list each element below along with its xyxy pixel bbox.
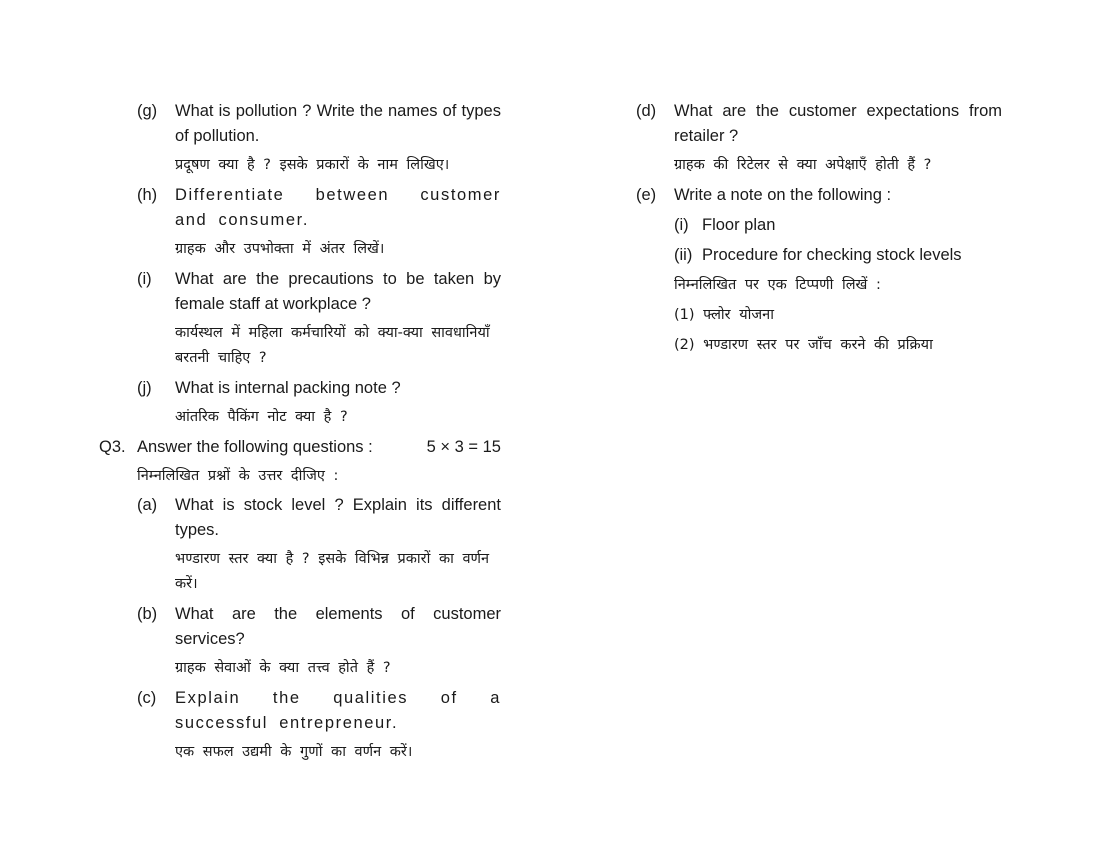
question-label: (g) bbox=[137, 102, 158, 120]
question-text-en: What are the elements of customer services? bbox=[175, 605, 501, 648]
question-text-en: What is stock level ? Explain its different types. bbox=[175, 496, 501, 539]
question-label: (a) bbox=[137, 496, 158, 514]
sub-item-2-hi: (2) भण्डारण स्तर पर जाँच करने की प्रक्रिया bbox=[674, 337, 933, 353]
question-text-en: What is pollution ? Write the names of types of pollution. bbox=[175, 102, 501, 145]
question-label: (d) bbox=[636, 102, 657, 120]
question-3a bbox=[137, 493, 501, 597]
question-text-hi: भण्डारण स्तर क्या है ? इसके विभिन्न प्रकारों का वर्णन करें। bbox=[175, 551, 490, 592]
question-label: (h) bbox=[137, 186, 158, 204]
question-text-en: What are the precautions to be taken by female staff at workplace ? bbox=[175, 270, 501, 313]
question-label: (b) bbox=[137, 605, 158, 623]
sub-item-label: (i) bbox=[674, 216, 689, 234]
question-text-en: Explain the qualities of a successful entrepreneur. bbox=[175, 689, 501, 732]
question-j bbox=[137, 376, 501, 430]
sub-item-text: Procedure for checking stock levels bbox=[702, 246, 962, 264]
question-number: Q3. bbox=[99, 438, 126, 456]
sub-item-1 bbox=[674, 213, 1002, 238]
heading-text: Answer the following questions : bbox=[137, 438, 373, 456]
question-e bbox=[636, 183, 1002, 358]
question-g bbox=[137, 99, 501, 178]
question-label: (c) bbox=[137, 689, 157, 707]
question-text-hi: आंतरिक पैकिंग नोट क्या है ? bbox=[175, 409, 348, 425]
question-text-hi: ग्राहक की रिटेलर से क्या अपेक्षाएँ होती हैं ? bbox=[674, 157, 932, 173]
question-text-en: Write a note on the following : bbox=[674, 186, 892, 204]
question-text-hi: एक सफल उद्यमी के गुणों का वर्णन करें। bbox=[175, 744, 413, 760]
question-3 bbox=[99, 435, 501, 765]
left-column bbox=[99, 99, 501, 770]
question-i bbox=[137, 267, 501, 371]
question-label: (i) bbox=[137, 270, 152, 288]
question-text-hi: कार्यस्थल में महिला कर्मचारियों को क्या-क्या सावधानियाँ बरतनी चाहिए ? bbox=[175, 325, 490, 366]
sub-item-label: (ii) bbox=[674, 246, 693, 264]
sub-item-text: Floor plan bbox=[702, 216, 776, 234]
question-text-en: What is internal packing note ? bbox=[175, 379, 401, 397]
question-3-heading bbox=[137, 435, 501, 460]
question-text-hi: प्रदूषण क्या है ? इसके प्रकारों के नाम लिखिए। bbox=[175, 157, 450, 173]
question-text-en: What are the customer expectations from retailer ? bbox=[674, 102, 1002, 145]
marks-label: 5 × 3 = 15 bbox=[426, 438, 501, 456]
question-text-hi: ग्राहक और उपभोक्ता में अंतर लिखें। bbox=[175, 241, 385, 257]
question-text-en: Differentiate between customer and consumer. bbox=[175, 186, 501, 229]
question-label: (e) bbox=[636, 186, 657, 204]
question-3b bbox=[137, 602, 501, 681]
question-text-hi: ग्राहक सेवाओं के क्या तत्त्व होते हैं ? bbox=[175, 660, 391, 676]
sub-item-1-hi: (1) फ्लोर योजना bbox=[674, 307, 774, 323]
question-h bbox=[137, 183, 501, 262]
sub-item-2 bbox=[674, 243, 1002, 268]
right-column bbox=[636, 99, 1002, 363]
heading-text-hi: निम्नलिखित प्रश्नों के उत्तर दीजिए : bbox=[137, 468, 339, 484]
question-d bbox=[636, 99, 1002, 178]
question-label: (j) bbox=[137, 379, 152, 397]
question-text-hi: निम्नलिखित पर एक टिप्पणी लिखें : bbox=[674, 277, 881, 293]
question-3c bbox=[137, 686, 501, 765]
